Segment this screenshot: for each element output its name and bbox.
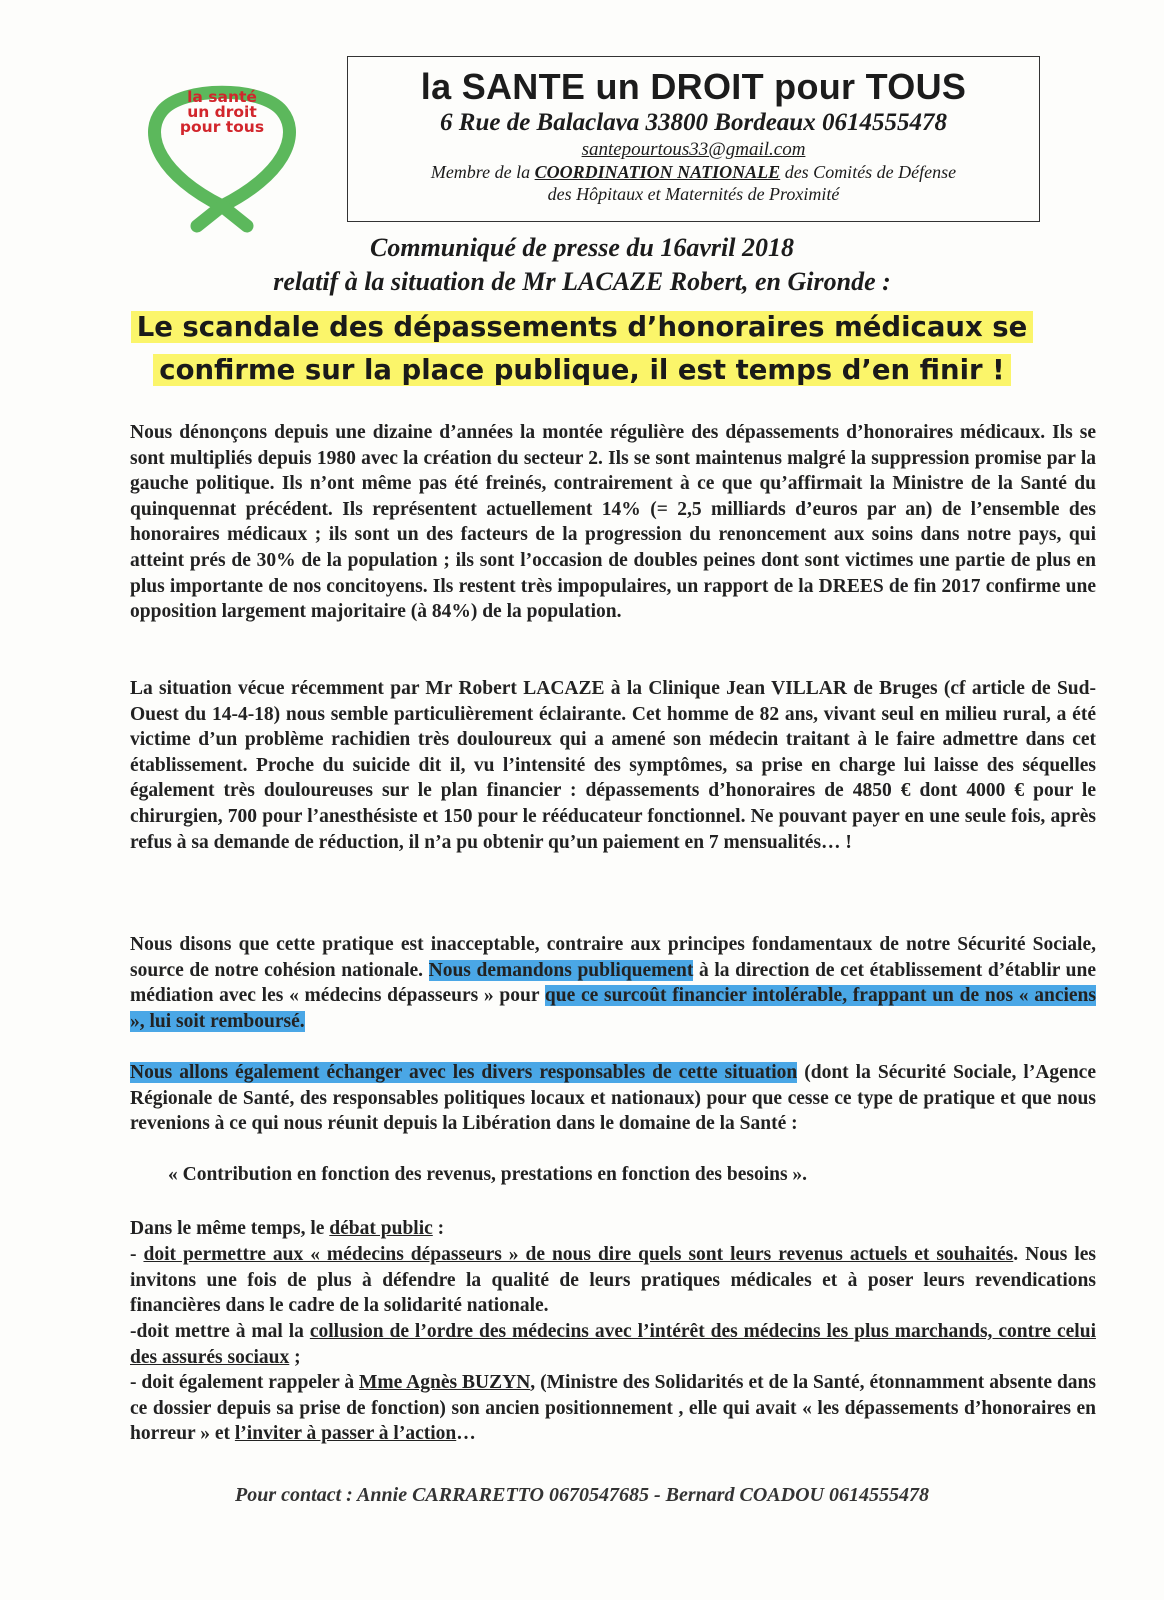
contact-line: Pour contact : Annie CARRARETTO 0670547685 - Bernard COADOU 0614555478 [235, 1484, 929, 1506]
paragraph-1: Nous dénonçons depuis une dizaine d’années la montée régulière des dépassements d’honoraires médicaux. Ils se sont multipliés depuis 1980 avec la création du secteur 2. Ils se sont maintenus malgré la suppression promise par la gauche politique. Ils n’ont même pas été freinés, contrairement à ce que qu’affirmait la Ministre de la Santé du quinquennat précédent. Ils représentent actuellement 14% (= 2,5 milliards d’euros par an) de l’ensemble des honoraires médicaux ; ils sont un des facteurs de la progression du renoncement aux soins dans notre pays, qui atteint prés de 30% de la population ; ils sont l’occasion de doubles peines dont sont victimes une partie de plus en plus importante de nos concitoyens. Ils restent très impopulaires, un rapport de la DREES de fin 2017 confirme une opposition largement majoritaire (à 84%) de la population. [130, 422, 1096, 623]
highlight-refund: que ce surcoût financier intolérable, frappant un de nos « anciens », lui soit remboursé. [130, 985, 1096, 1032]
press-release-date: Communiqué de presse du 16avril 2018 [370, 233, 794, 262]
org-email[interactable]: santepourtous33@gmail.com [581, 139, 806, 160]
headline-line-2: confirme sur la place publique, il est temps d’en finir ! [0, 349, 1164, 392]
logo-text: la santé un droit pour tous [179, 88, 265, 136]
org-name: la SANTE un DROIT pour TOUS [420, 66, 967, 107]
header-box [347, 56, 1040, 222]
bullet-2: -doit mettre à mal la collusion de l’ordre des médecins avec l’intérêt des médecins les plus marchands, contre celui des assurés sociaux ; [130, 1321, 1096, 1368]
paragraph-3: Nous disons que cette pratique est inacceptable, contraire aux principes fondamentaux de notre Sécurité Sociale, source de notre cohésion nationale. Nous demandons publiquement à la direction de cet établissement d’établir une médiation avec les « médecins dépasseurs » pour que ce surcoût financier intolérable, frappant un de nos « anciens », lui soit remboursé. [130, 934, 1096, 1032]
quote: « Contribution en fonction des revenus, prestations en fonction des besoins ». [168, 1164, 808, 1185]
paragraph-4: Nous allons également échanger avec les divers responsables de cette situation (dont la Sécurité Sociale, l’Agence Régionale de Santé, des responsables politiques locaux et nationaux) pour que cesse ce type de pratique et que nous revenions à ce qui nous réunit depuis la Libération dans le domaine de la Santé : [130, 1062, 1096, 1135]
highlight-demand: Nous demandons publiquement [428, 959, 694, 981]
paragraph-5-intro: Dans le même temps, le débat public : [130, 1218, 445, 1239]
paragraph-2: La situation vécue récemment par Mr Robert LACAZE à la Clinique Jean VILLAR de Bruges (cf article de Sud-Ouest du 14-4-18) nous semble particulièrement éclairante. Cet homme de 82 ans, vivant seul en milieu rural, a été victime d’un problème rachidien très douloureux qui a amené son médecin traitant à le faire admettre dans cet établissement. Proche du suicide dit il, vu l’intensité des symptômes, sa prise en charge lui laisse des séquelles également très douloureuses sur le plan financier : dépassements d’honoraires de 4850 € dont 4000 € pour le chirurgien, 700 pour l’anesthésiste et 150 pour le rééducateur fonctionnel. Ne pouvant payer en une seule fois, après refus à sa demande de réduction, il n’a pu obtenir qu’un paiement en 7 mensualités… ! [130, 678, 1096, 853]
headline-line-1: Le scandale des dépassements d’honoraires médicaux se [0, 306, 1164, 349]
membership-line-2: des Hôpitaux et Maternités de Proximité [547, 184, 840, 204]
membership-line: Membre de la COORDINATION NATIONALE des Comités de Défense [430, 162, 957, 182]
highlight-exchange: Nous allons également échanger avec les divers responsables de cette situation [130, 1062, 798, 1083]
org-address: 6 Rue de Balaclava 33800 Bordeaux 0614555478 [440, 109, 947, 136]
bullet-1: - doit permettre aux « médecins dépasseurs » de nous dire quels sont leurs revenus actuels et souhaités. Nous les invitons une fois de plus à défendre la qualité de leurs pratiques médicales et à poser leurs revendications financières dans le cadre de la solidarité nationale. [130, 1244, 1096, 1317]
press-release-subject: relatif à la situation de Mr LACAZE Robert, en Gironde : [273, 267, 891, 296]
logo [142, 76, 302, 236]
bullet-3: - doit également rappeler à Mme Agnès BUZYN, (Ministre des Solidarités et de la Santé, étonnamment absente dans ce dossier depuis sa prise de fonction) son ancien positionnement , elle qui avait « les dépassements d’honoraires en horreur » et l’inviter à passer à l’action… [130, 1372, 1096, 1445]
